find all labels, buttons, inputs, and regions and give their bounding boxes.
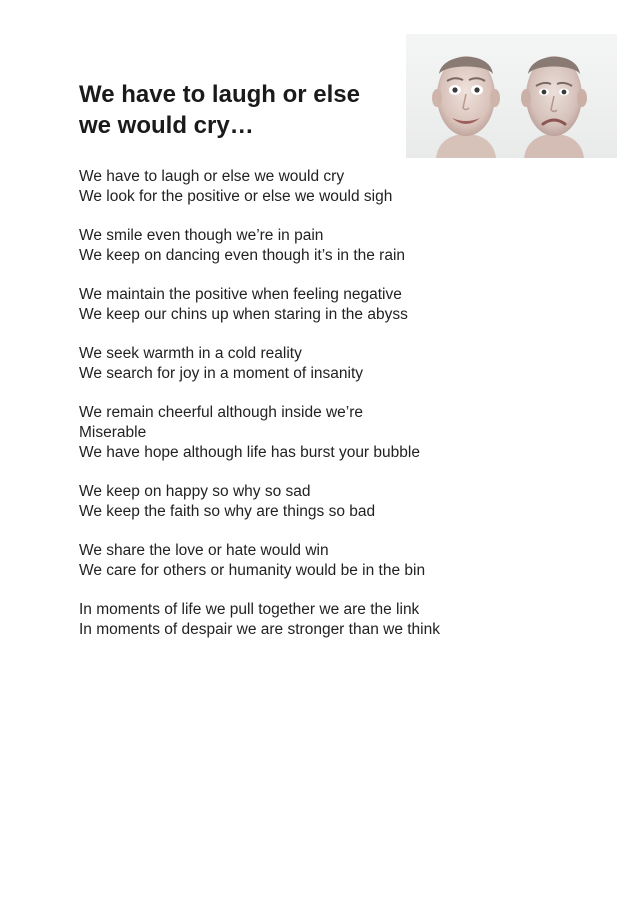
happy-face [432, 56, 500, 158]
sad-face [521, 56, 587, 158]
poem-stanza [79, 600, 539, 640]
poem-line: We share the love or hate would win [79, 542, 329, 559]
poem-body [79, 167, 539, 659]
poem-stanza [79, 541, 539, 581]
poem-line: In moments of life we pull together we are the link [79, 601, 420, 618]
poem-line: We keep our chins up when staring in the abyss [79, 306, 408, 323]
poem-line: We search for joy in a moment of insanity [79, 365, 364, 382]
poem-line: We smile even though we’re in pain [79, 227, 324, 244]
title-line-2: we would cry… [79, 112, 254, 139]
title-line-1: We have to laugh or else [79, 81, 360, 108]
poem-stanza [79, 285, 539, 325]
poem-line: Miserable [79, 424, 147, 441]
poem-stanza [79, 403, 539, 463]
poem-line: In moments of despair we are stronger than we think [79, 621, 440, 638]
poem-line: We keep on happy so why so sad [79, 483, 311, 500]
poem-line: We seek warmth in a cold reality [79, 345, 302, 362]
poem-stanza [79, 344, 539, 384]
poem-line: We keep on dancing even though it’s in the rain [79, 247, 406, 264]
poem-line: We maintain the positive when feeling negative [79, 286, 402, 303]
poem-stanza [79, 482, 539, 522]
poem-line: We keep the faith so why are things so bad [79, 503, 376, 520]
poem-line: We look for the positive or else we would sigh [79, 188, 393, 205]
poem-line: We have hope although life has burst your bubble [79, 444, 420, 461]
poem-line: We have to laugh or else we would cry [79, 168, 345, 185]
poem-stanza [79, 226, 539, 266]
poem-stanza [79, 167, 539, 207]
page-title [79, 79, 409, 141]
two-faces-happy-sad-photo-icon [406, 34, 617, 158]
poem-line: We remain cheerful although inside we’re [79, 404, 364, 421]
poem-line: We care for others or humanity would be in the bin [79, 562, 426, 579]
two-faces-photo [406, 34, 617, 158]
